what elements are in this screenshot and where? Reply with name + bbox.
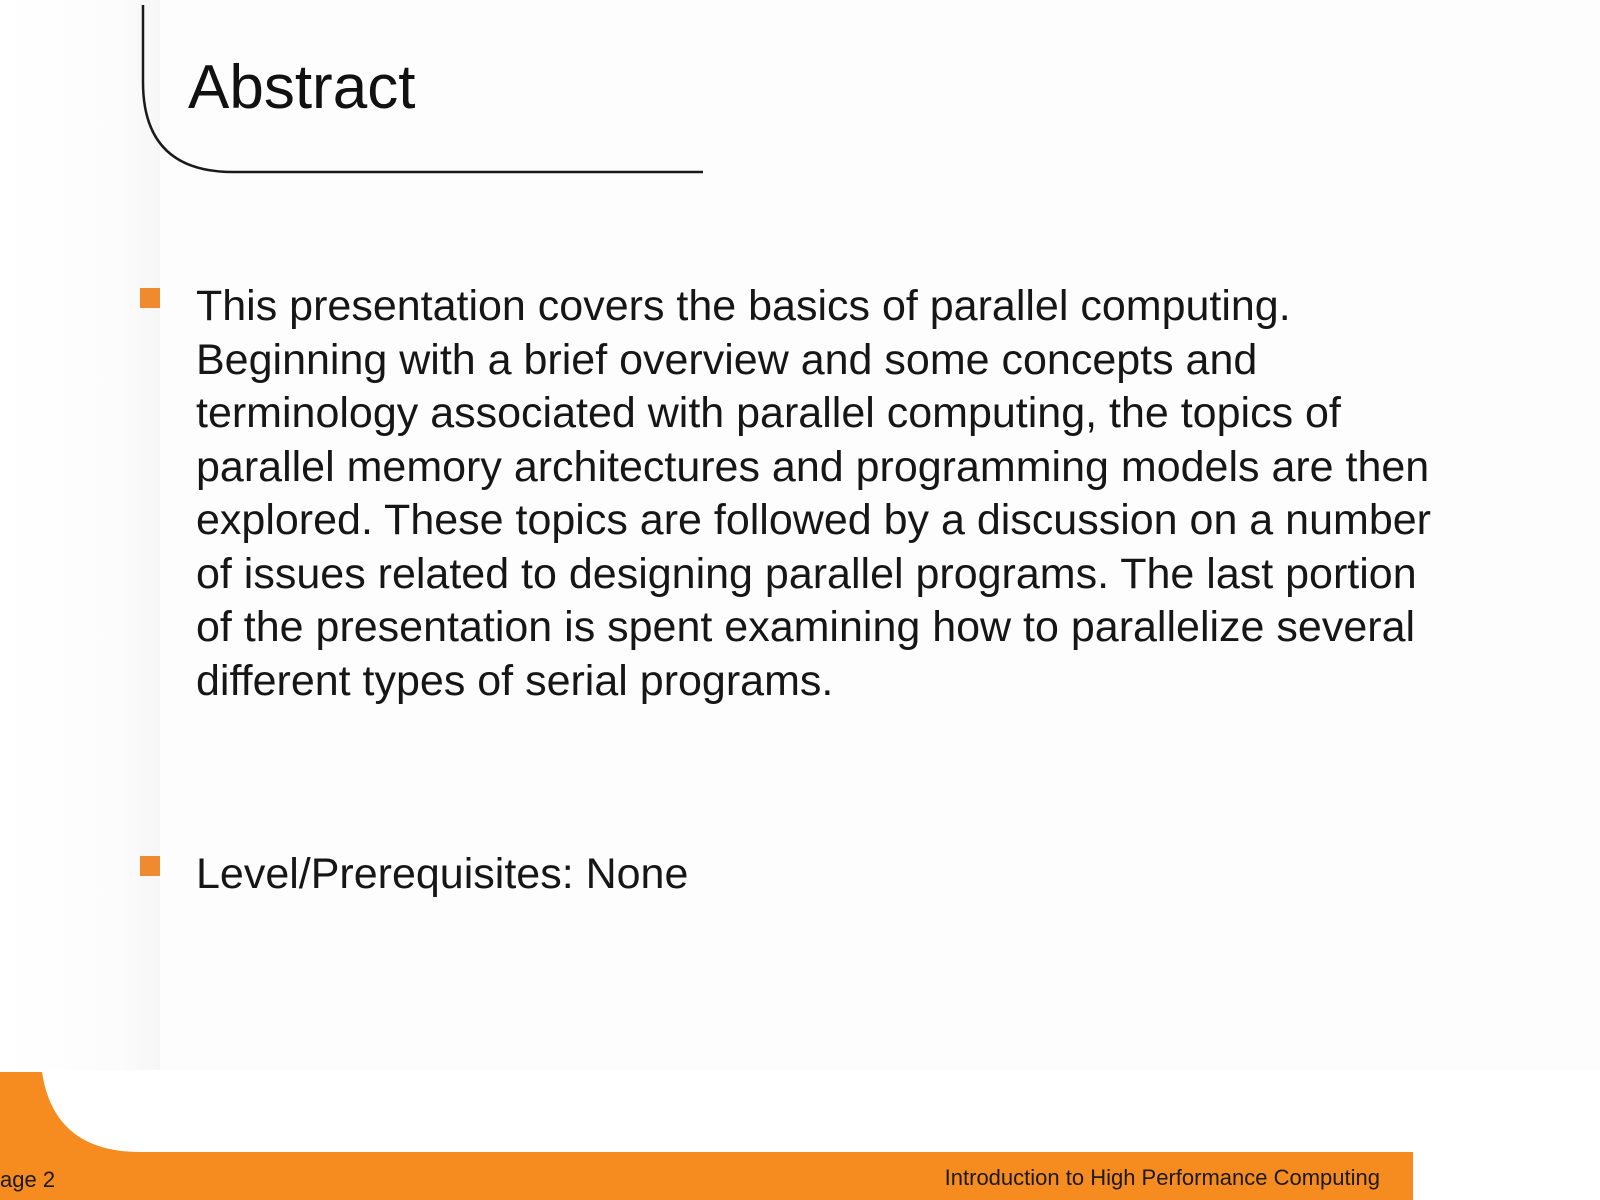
bullet-square-icon [140,288,160,308]
slide-title: Abstract [188,53,416,122]
bullet-item-prerequisites [140,848,1440,902]
bullet-item-abstract [140,280,1440,708]
bullet-text-prerequisites: Level/Prerequisites: None [196,850,689,898]
page-number: age 2 [0,1167,56,1192]
footer-course-title: Introduction to High Performance Computing [944,1165,1380,1190]
bullet-square-icon [140,856,160,876]
bullet-text-abstract: This presentation covers the basics of parallel computing. Beginning with a brief overview and some concepts and terminology associated with parallel computing, the topics of parallel memory architectures and programming models are then explored. These topics are followed by a discussion on a number of issues related to designing parallel programs. The last portion of the presentation is spent examining how to parallelize several different types of serial programs. [196,282,1431,705]
